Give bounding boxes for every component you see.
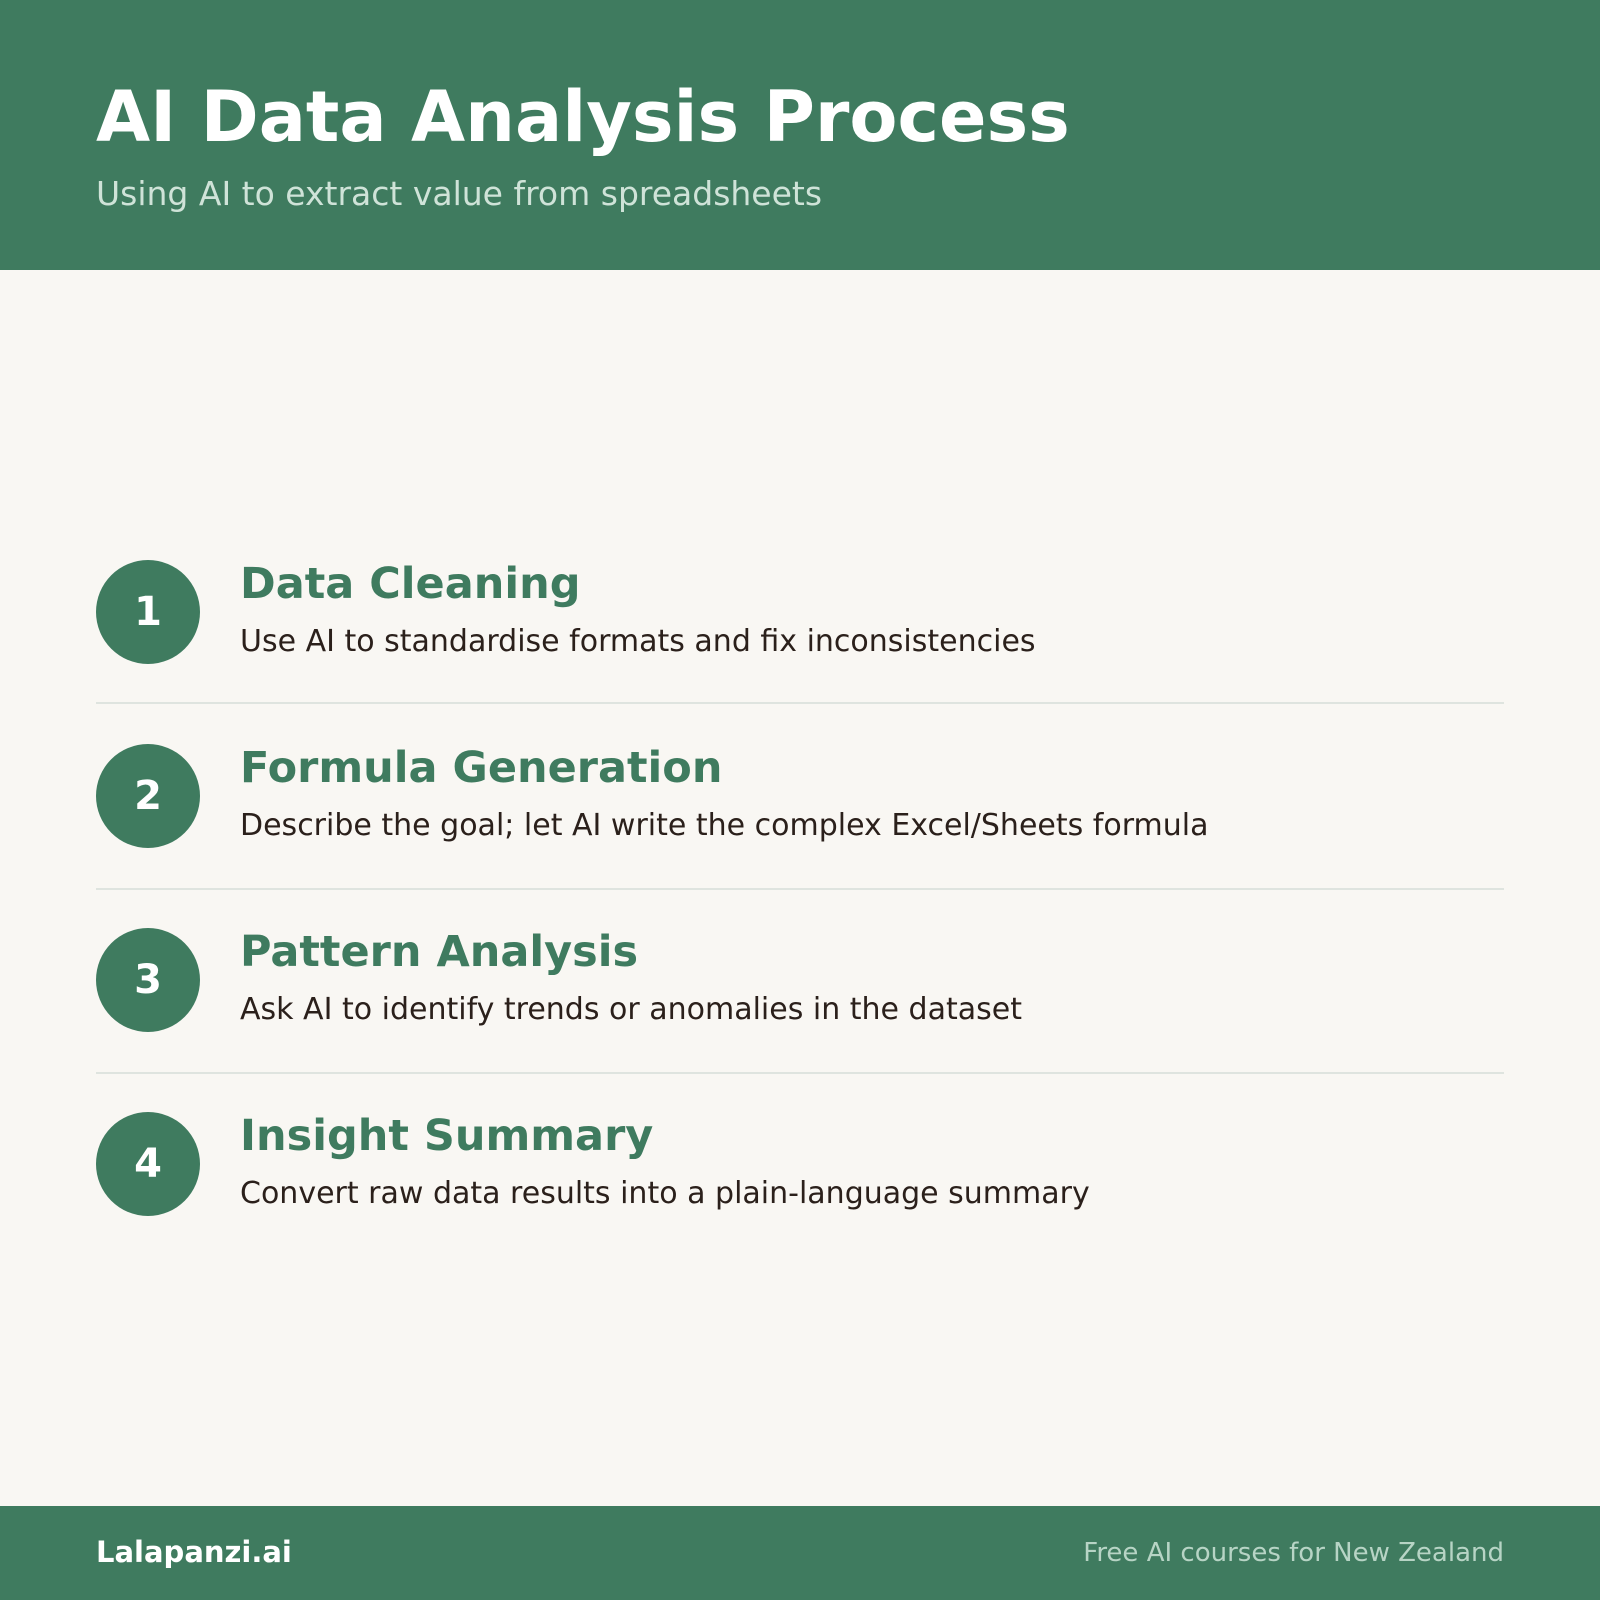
step-description: Use AI to standardise formats and fix inconsistencies [240,624,1036,659]
step-title: Pattern Analysis [240,927,639,977]
step-divider [96,702,1504,704]
step-number-badge: 1 [96,560,200,664]
step-title: Formula Generation [240,743,723,793]
step-number-badge: 4 [96,1112,200,1216]
footer-tagline: Free AI courses for New Zealand [1083,1538,1504,1568]
step-description: Convert raw data results into a plain-language summary [240,1176,1090,1211]
step-number-badge: 3 [96,928,200,1032]
header-banner [0,0,1600,270]
step-number-badge: 2 [96,744,200,848]
page-title: AI Data Analysis Process [96,76,1070,158]
process-step-4 [96,1112,1504,1296]
brand-logo-text: Lalapanzi.ai [96,1535,292,1569]
page-subtitle: Using AI to extract value from spreadsheets [96,174,823,213]
footer-bar [0,1506,1600,1600]
process-step-1 [96,560,1504,744]
step-divider [96,1072,1504,1074]
process-step-2 [96,744,1504,928]
step-divider [96,888,1504,890]
step-title: Insight Summary [240,1111,654,1161]
step-title: Data Cleaning [240,559,581,609]
process-step-3 [96,928,1504,1112]
step-description: Ask AI to identify trends or anomalies in the dataset [240,992,1022,1027]
step-description: Describe the goal; let AI write the complex Excel/Sheets formula [240,808,1209,843]
